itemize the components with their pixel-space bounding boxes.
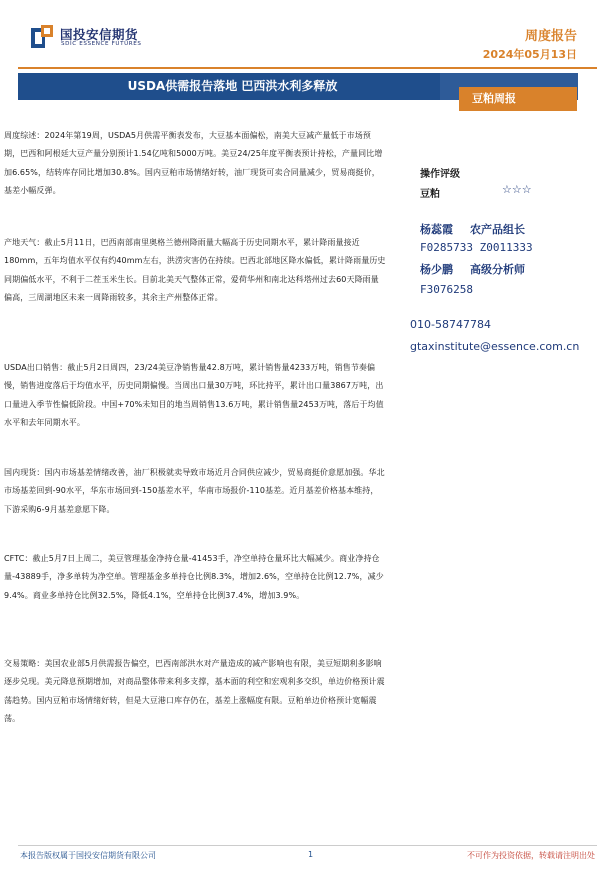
footer-divider <box>18 845 597 846</box>
analyst2-name: 杨少鹏 <box>420 263 453 276</box>
report-date: 2024年05月13日 <box>482 48 577 61</box>
paragraph-weather: 产地天气：截止5月11日，巴西南部南里奥格兰德州降雨量大幅高于历史同期水平，累计降雨量接近180mm，五年均值水平仅有约40mm左右，洪涝灾害仍在持续。巴西北部地区降水偏低，累计降雨量历史同期偏低水平，不利于二茬玉米生长。目前北美天气整体正常，爱荷华州和南北达科塔州过去60天降雨量偏高，三周湖地区未来一周降雨较多，其余主产州整体正常。 <box>4 238 386 302</box>
header-divider <box>18 67 597 69</box>
rating-product: 豆粕 <box>420 189 440 200</box>
contact-email[interactable]: gtaxinstitute@essence.com.cn <box>410 340 580 353</box>
logo-mark-icon <box>30 24 56 50</box>
analyst1-name: 杨蕊霞 <box>420 223 453 236</box>
analyst2-title: 高级分析师 <box>470 263 525 276</box>
paragraph-domestic: 国内现货：国内市场基差情绪改善，油厂积极就卖导致市场近月合同供应减少，贸易商挺价意愿加强。华北市场基差回到-90水平，华东市场回到-150基差水平，华南市场报价-110基差。近月基差价格基本维持，下游采购6-9月基差意愿下降。 <box>4 468 385 514</box>
page-number: 1 <box>308 850 314 859</box>
logo-name-cn: 国投安信期货 <box>60 27 139 42</box>
paragraph-export: USDA出口销售：截止5月2日周四，23/24美豆净销售量42.8万吨，累计销售量4233万吨，销售节奏偏慢，销售进度落后于均值水平，历史同期偏慢。当周出口量30万吨，环比持平，累计出口量3867万吨，出口量进入季节性偏低阶段。中国+70%未知目的地当周销售13.6万吨，累计销售量2453万吨，落后于均值水平和去年同期水平。 <box>4 363 384 427</box>
footer-disclaimer: 不可作为投资依据，转载请注明出处 <box>467 851 595 860</box>
paragraph-strategy: 交易策略：美国农业部5月供需报告偏空，巴西南部洪水对产量造成的减产影响也有限，美豆短期利多影响逐步兑现。美元降息预期增加，对商品整体带来利多支撑，基本面的利空和宏观利多交织，单边价格预计震荡趋势。国内豆粕市场情绪好转，但是大豆港口库存仍在，基差上涨幅度有限。豆粕单边价格预计宽幅震荡。 <box>4 659 385 723</box>
paragraph-cftc: CFTC：截止5月7日上周二，美豆管理基金净持仓量-41453手，净空单持仓量环比大幅减少。商业净持仓量-43889手，净多单转为净空单。管理基金多单持仓比例8.3%，增加2.6%，空单持仓比例12.7%，减少9.4%。商业多单持仓比例32.5%，降低4.1%，空单持仓比例37.4%，增加3.9%。 <box>4 554 384 600</box>
company-logo <box>30 24 150 52</box>
paragraph-summary: 周度综述：2024年第19周，USDA5月供需平衡表发布，大豆基本面偏松，南美大豆减产量低于市场预期，巴西和阿根廷大豆产量分别预计1.54亿吨和5000万吨。美豆24/25年度平衡表预计持松，产量同比增加6.65%，结转库存同比增加30.8%。国内豆粕市场情绪好转，油厂现货可卖合同量减少，贸易商挺价，基差小幅反弹。 <box>4 131 383 195</box>
rating-stars-icon: ☆☆☆ <box>502 183 532 196</box>
footer-copyright: 本报告版权属于国投安信期货有限公司 <box>20 851 156 860</box>
report-type: 周度报告 <box>524 29 577 44</box>
contact-phone: 010-58747784 <box>410 318 491 331</box>
logo-name-en: SDIC ESSENCE FUTURES <box>61 41 142 47</box>
rating-label: 操作评级 <box>420 169 460 180</box>
analyst1-license: F0285733 Z0011333 <box>420 241 533 254</box>
analyst2-license: F3076258 <box>420 283 473 296</box>
category-tag-label: 豆粕周报 <box>472 92 516 105</box>
report-title: USDA供需报告落地 巴西洪水利多释放 <box>127 79 338 93</box>
analyst1-title: 农产品组长 <box>470 223 525 236</box>
